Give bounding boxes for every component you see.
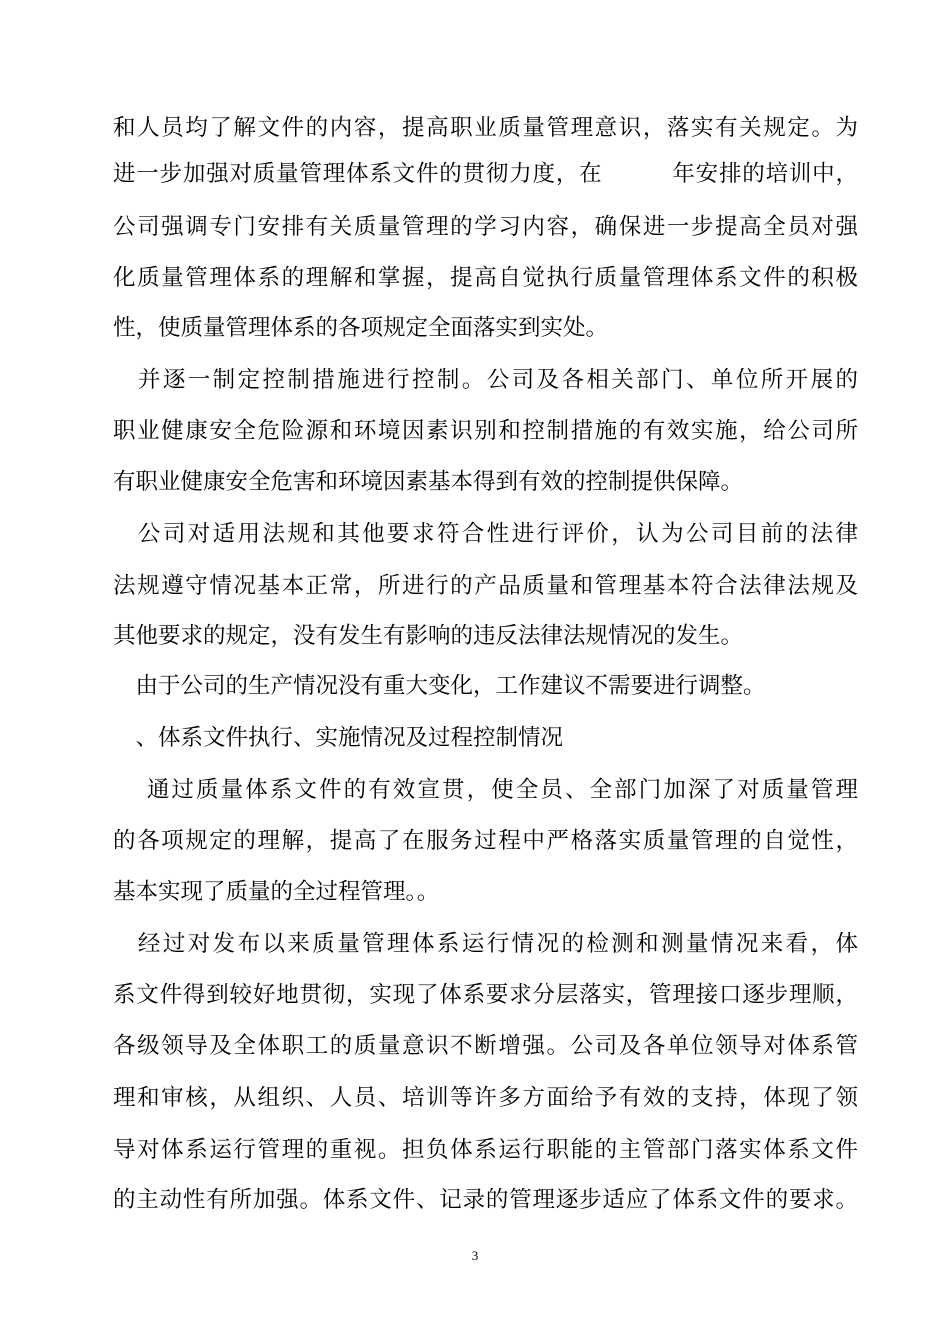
text-line: 导对体系运行管理的重视。担负体系运行职能的主管部门落实体系文件 — [113, 1137, 858, 1163]
text-line: 其他要求的规定，没有发生有影响的违反法律法规情况的发生。 — [113, 623, 744, 649]
text-line: 理和审核，从组织、人员、培训等许多方面给予有效的支持，体现了领 — [113, 1085, 858, 1111]
text-line: 公司对适用法规和其他要求符合性进行评价，认为公司目前的法律 — [113, 521, 858, 547]
text-line: 法规遵守情况基本正常，所进行的产品质量和管理基本符合法律法规及 — [113, 573, 858, 599]
text-line: 职业健康安全危险源和环境因素识别和控制措施的有效实施，给公司所 — [113, 418, 858, 444]
text-line: 各级领导及全体职工的质量意识不断增强。公司及各单位领导对体系管 — [113, 1033, 858, 1059]
text-line: 公司强调专门安排有关质量管理的学习内容，确保进一步提高全员对强 — [113, 214, 858, 240]
text-line: 的各项规定的理解，提高了在服务过程中严格落实质量管理的自觉性， — [113, 828, 858, 854]
text-line: 的主动性有所加强。体系文件、记录的管理逐步适应了体系文件的要求。 — [113, 1187, 858, 1213]
text-line: 性，使质量管理体系的各项规定全面落实到实处。 — [113, 315, 609, 341]
text-line: 进一步加强对质量管理体系文件的贯彻力度，在 年安排的培训中， — [113, 161, 858, 187]
text-line: 并逐一制定控制措施进行控制。公司及各相关部门、单位所开展的 — [113, 367, 858, 393]
text-line: 有职业健康安全危害和环境因素基本得到有效的控制提供保障。 — [113, 469, 744, 495]
text-line: 经过对发布以来质量管理体系运行情况的检测和测量情况来看，体 — [113, 931, 858, 957]
text-line: 通过质量体系文件的有效宣贯，使全员、全部门加深了对质量管理 — [113, 777, 858, 803]
text-line: 化质量管理体系的理解和掌握，提高自觉执行质量管理体系文件的积极 — [113, 265, 858, 291]
text-line: 系文件得到较好地贯彻，实现了体系要求分层落实，管理接口逐步理顺， — [113, 982, 858, 1008]
text-line: 和人员均了解文件的内容，提高职业质量管理意识，落实有关规定。为 — [113, 115, 858, 141]
text-line: 基本实现了质量的全过程管理。。 — [113, 879, 440, 905]
text-line: 由于公司的生产情况没有重大变化，工作建议不需要进行调整。 — [113, 673, 766, 699]
section-heading: 、体系文件执行、实施情况及过程控制情况 — [113, 725, 564, 751]
page-number: 3 — [471, 1248, 479, 1263]
